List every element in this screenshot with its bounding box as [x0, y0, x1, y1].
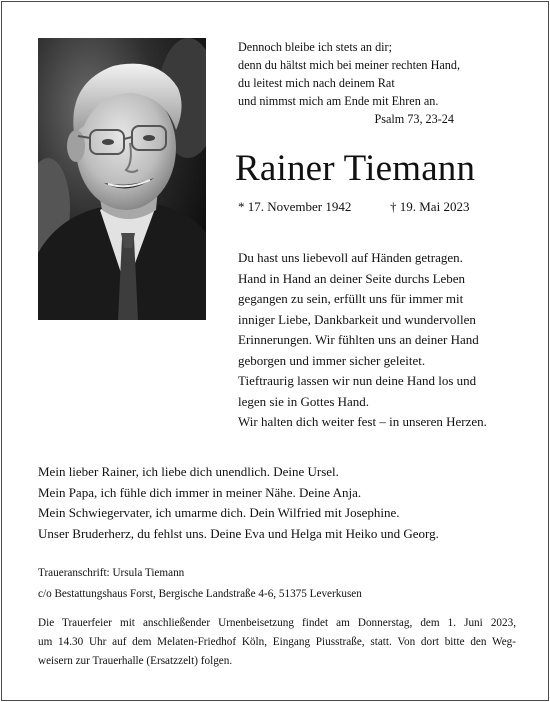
verse-line: denn du hältst mich bei meiner rechten Hand, — [238, 58, 461, 72]
funeral-service-info — [38, 614, 516, 671]
family-line: Mein Papa, ich fühle dich immer in meiner Nähe. Deine Anja. — [38, 484, 362, 500]
death-date: † 19. Mai 2023 — [390, 199, 470, 214]
poem-line: Hand in Hand an deiner Seite durchs Leben — [238, 270, 466, 286]
poem-line: Erinnerungen. Wir fühlten uns an deiner Hand — [238, 332, 479, 347]
verse-line: und nimmst mich am Ende mit Ehren an. — [238, 94, 439, 108]
portrait-image — [38, 38, 206, 320]
family-line: Mein Schwiegervater, ich umarme dich. Dein Wilfried mit Josephine. — [38, 505, 400, 520]
memorial-poem — [238, 248, 538, 433]
verse-reference: Psalm 73, 23-24 — [374, 112, 454, 126]
poem-line: gegangen zu sein, erfüllt uns für immer mit — [238, 291, 464, 306]
deceased-name: Rainer Tiemann — [235, 148, 476, 189]
life-dates — [238, 199, 528, 215]
family-line: Unser Bruderherz, du fehlst uns. Deine Eva und Helga mit Heiko und Georg. — [38, 525, 439, 541]
obituary-page — [1, 1, 549, 701]
poem-line: inniger Liebe, Dankbarkeit und wundervollen — [238, 311, 476, 327]
family-line: Mein lieber Rainer, ich liebe dich unendlich. Deine Ursel. — [38, 464, 339, 479]
poem-line: Wir halten dich weiter fest – in unseren Herzen. — [238, 414, 487, 429]
mourning-address — [38, 563, 518, 605]
birth-date: * 17. November 1942 — [238, 199, 352, 214]
address-line: c/o Bestattungshaus Forst, Bergische Landstraße 4-6, 51375 Leverkusen — [38, 588, 362, 600]
verse-line: Dennoch bleibe ich stets an dir; — [238, 40, 392, 54]
service-line: Die Trauerfeier mit anschließender Urnenbeisetzung findet am Donnerstag, dem 1. Juni 2023, — [38, 617, 516, 629]
verse-line: du leitest mich nach deinem Rat — [238, 76, 395, 90]
poem-line: Du hast uns liebevoll auf Händen getragen. — [238, 250, 463, 265]
address-line: Traueranschrift: Ursula Tiemann — [38, 567, 185, 579]
poem-line: legen sie in Gottes Hand. — [238, 393, 370, 409]
family-messages — [38, 462, 518, 544]
portrait-photo — [38, 38, 206, 320]
service-line: um 14.30 Uhr auf dem Melaten-Friedhof Köln, Eingang Piusstraße, statt. Von dort bitte den Weg- — [38, 636, 516, 648]
psalm-verse — [238, 38, 518, 128]
poem-line: geborgen und immer sicher geleitet. — [238, 352, 426, 368]
service-line: weisern zur Trauerhalle (Ersatzzelt) folgen. — [38, 655, 233, 667]
poem-line: Tieftraurig lassen wir nun deine Hand los und — [238, 373, 477, 388]
